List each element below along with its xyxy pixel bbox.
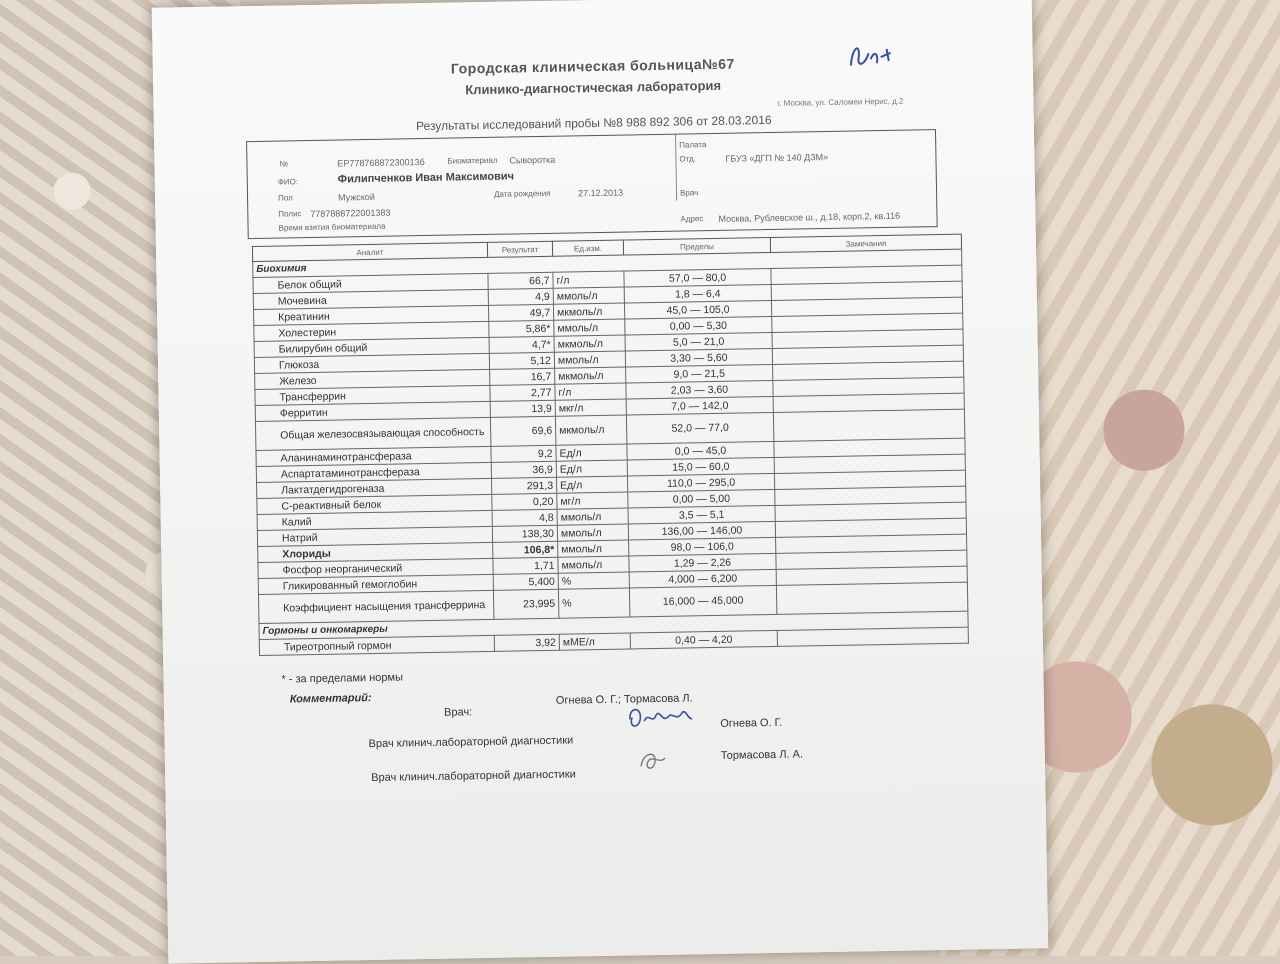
- signature-ogneva: [624, 698, 695, 735]
- unit-cell: Ед/л: [556, 476, 627, 493]
- unit-cell: мМЕ/л: [559, 633, 630, 650]
- result-cell: 16,7: [490, 368, 555, 385]
- analyte-cell: Трансферрин: [255, 385, 490, 405]
- results-title: Результаты исследований пробы №8 988 892 306 от 28.03.2016: [415, 112, 772, 134]
- limits-cell: 15,0 — 60,0: [627, 457, 774, 476]
- result-cell: 9,2: [491, 445, 556, 462]
- signature-tormasova: [635, 744, 672, 775]
- analyte-cell: Мочевина: [253, 289, 488, 309]
- result-cell: 4,8: [492, 509, 557, 526]
- result-cell: 3,92: [494, 634, 559, 651]
- address-value: Москва, Рублевское ш., д.18, корп.2, кв.116: [718, 210, 901, 224]
- limits-cell: 0,0 — 45,0: [627, 441, 774, 460]
- analyte-cell: Глюкоза: [254, 353, 489, 373]
- analyte-cell: Аланинаминотрансфераза: [256, 446, 491, 466]
- analyte-cell: Аспартатаминотрансфераза: [256, 462, 491, 482]
- result-cell: 69,6: [490, 416, 555, 446]
- unit-cell: ммоль/л: [558, 556, 629, 573]
- limits-cell: 136,00 — 146,00: [628, 521, 775, 540]
- result-cell: 291,3: [491, 477, 556, 494]
- dob-value: 27.12.2013: [577, 187, 624, 199]
- name-2: Тормасова Л. А.: [720, 748, 804, 762]
- ward-label: Палата: [679, 140, 707, 150]
- sample-number-value: ЕР77876887230013б: [337, 157, 425, 169]
- department-value: ГБУЗ «ДГП № 140 ДЗМ»: [725, 151, 829, 164]
- unit-cell: мкмоль/л: [555, 367, 626, 384]
- limits-cell: 98,0 — 106,0: [629, 537, 776, 556]
- analyte-cell: Железо: [255, 369, 490, 389]
- result-cell: 49,7: [488, 304, 553, 321]
- hospital-name: Городская клиническая больница№67: [450, 55, 735, 77]
- dob-label: Дата рождения: [493, 188, 551, 199]
- unit-cell: %: [558, 572, 629, 589]
- out-of-range-note: * - за пределами нормы: [281, 671, 404, 686]
- limits-cell: 57,0 — 80,0: [624, 268, 771, 287]
- analyte-cell: Ферритин: [255, 401, 490, 421]
- unit-cell: мкмоль/л: [555, 415, 626, 445]
- limits-cell: 9,0 — 21,5: [626, 364, 773, 383]
- limits-cell: 3,5 — 5,1: [628, 505, 775, 524]
- analyte-cell: С-реактивный белок: [257, 494, 492, 514]
- remarks-cell: [776, 582, 967, 614]
- unit-cell: ммоль/л: [554, 319, 625, 336]
- analyte-cell: Общая железосвязывающая способность: [255, 417, 490, 450]
- limits-cell: 0,00 — 5,30: [625, 316, 772, 335]
- analyte-cell: Креатинин: [254, 305, 489, 325]
- result-cell: 5,86*: [489, 320, 554, 337]
- result-cell: 5,12: [489, 352, 554, 369]
- sex-label: Пол: [277, 193, 293, 203]
- result-cell: 138,30: [492, 525, 557, 542]
- unit-cell: мкмоль/л: [554, 335, 625, 352]
- unit-cell: %: [558, 588, 629, 618]
- analyte-cell: Билирубин общий: [254, 337, 489, 357]
- role-2: Врач клинич.лабораторной диагностики: [371, 768, 576, 785]
- results-table: [252, 234, 969, 656]
- analyte-cell: Натрий: [257, 526, 492, 546]
- patient-name: Филипченков Иван Максимович: [337, 170, 515, 186]
- analyte-cell: Белок общий: [253, 273, 488, 293]
- unit-cell: Ед/л: [556, 460, 627, 477]
- limits-cell: 110,0 — 295,0: [627, 473, 774, 492]
- result-cell: 36,9: [491, 461, 556, 478]
- unit-cell: мкг/л: [555, 399, 626, 416]
- analyte-cell: Калий: [257, 510, 492, 530]
- fio-label: ФИО:: [277, 177, 299, 187]
- limits-cell: 45,0 — 105,0: [624, 300, 771, 319]
- patient-info-box: [246, 129, 938, 239]
- analyte-cell: Тиреотропный гормон: [259, 635, 494, 655]
- comment-label: Комментарий:: [289, 692, 372, 706]
- col-analyte: Аналит: [252, 242, 487, 261]
- hospital-address: г. Москва, ул. Саломеи Нерис, д.2: [777, 96, 904, 108]
- limits-cell: 1,8 — 6,4: [624, 284, 771, 303]
- sex-value: Мужской: [337, 191, 375, 203]
- unit-cell: г/л: [555, 383, 626, 400]
- limits-cell: 5,0 — 21,0: [625, 332, 772, 351]
- remarks-cell: [777, 627, 968, 646]
- sample-number-label: №: [279, 159, 289, 169]
- col-unit: Ед.изм.: [552, 240, 623, 256]
- section-biochemistry: Биохимия: [253, 249, 962, 277]
- result-cell: 0,20: [492, 493, 557, 510]
- unit-cell: ммоль/л: [557, 524, 628, 541]
- unit-cell: г/л: [553, 271, 624, 288]
- analyte-cell: Фосфор неорганический: [258, 558, 493, 578]
- policy-value: 7787888722001383: [310, 207, 391, 220]
- unit-cell: ммоль/л: [554, 351, 625, 368]
- result-cell: 23,995: [493, 589, 558, 619]
- limits-cell: 4,000 — 6,200: [629, 569, 776, 588]
- unit-cell: мг/л: [557, 492, 628, 509]
- analyte-cell: Лактатдегидрогеназа: [257, 478, 492, 498]
- lab-report-sheet: [152, 0, 1049, 964]
- result-cell: 1,71: [493, 557, 558, 574]
- limits-cell: 0,40 — 4,20: [630, 630, 777, 649]
- unit-cell: ммоль/л: [557, 508, 628, 525]
- unit-cell: ммоль/л: [553, 287, 624, 304]
- unit-cell: ммоль/л: [558, 540, 629, 557]
- limits-cell: 1,29 — 2,26: [629, 553, 776, 572]
- doctor-label: Врач:: [443, 706, 473, 719]
- material-label: Биоматериал: [447, 155, 498, 166]
- result-cell: 5,400: [493, 573, 558, 590]
- limits-cell: 7,0 — 142,0: [626, 396, 773, 415]
- policy-label: Полис: [278, 209, 302, 219]
- analyte-cell: Холестерин: [254, 321, 489, 341]
- laboratory-name: Клинико-диагностическая лаборатория: [465, 77, 722, 98]
- limits-cell: 3,30 — 5,60: [625, 348, 772, 367]
- result-cell: 106,8*: [493, 541, 558, 558]
- analyte-cell: Коэффициент насыщения трансферрина: [258, 590, 493, 623]
- col-result: Результат: [487, 241, 552, 257]
- unit-cell: Ед/л: [556, 444, 627, 461]
- limits-cell: 16,000 — 45,000: [629, 585, 776, 617]
- address-label: Адрес: [680, 214, 704, 224]
- analyte-cell: Гликированный гемоглобин: [258, 574, 493, 594]
- doctor-label-top: Врач: [679, 188, 699, 198]
- result-cell: 4,7*: [489, 336, 554, 353]
- limits-cell: 52,0 — 77,0: [626, 412, 773, 444]
- name-1: Огнева О. Г.: [720, 716, 783, 730]
- info-divider: [675, 135, 677, 201]
- col-remarks: Замечания: [770, 234, 961, 252]
- remarks-cell: [773, 409, 964, 441]
- analyte-cell: Хлориды: [258, 542, 493, 562]
- unit-cell: мкмоль/л: [553, 303, 624, 320]
- result-cell: 13,9: [490, 400, 555, 417]
- result-cell: 4,9: [488, 288, 553, 305]
- result-cell: 66,7: [488, 272, 553, 289]
- col-limits: Пределы: [623, 237, 770, 255]
- limits-cell: 0,00 — 5,00: [628, 489, 775, 508]
- result-cell: 2,77: [490, 384, 555, 401]
- doctors-list: Огнева О. Г.; Тормасова Л.: [555, 692, 693, 707]
- limits-cell: 2,03 — 3,60: [626, 380, 773, 399]
- material-value: Сыворотка: [509, 154, 556, 166]
- collect-time-label: Время взятия биоматериала: [278, 221, 386, 233]
- department-label: Отд.: [679, 154, 697, 164]
- role-1: Врач клинич.лабораторной диагностики: [368, 734, 574, 751]
- section-hormones: Гормоны и онкомаркеры: [259, 611, 968, 639]
- results-body: [253, 249, 968, 623]
